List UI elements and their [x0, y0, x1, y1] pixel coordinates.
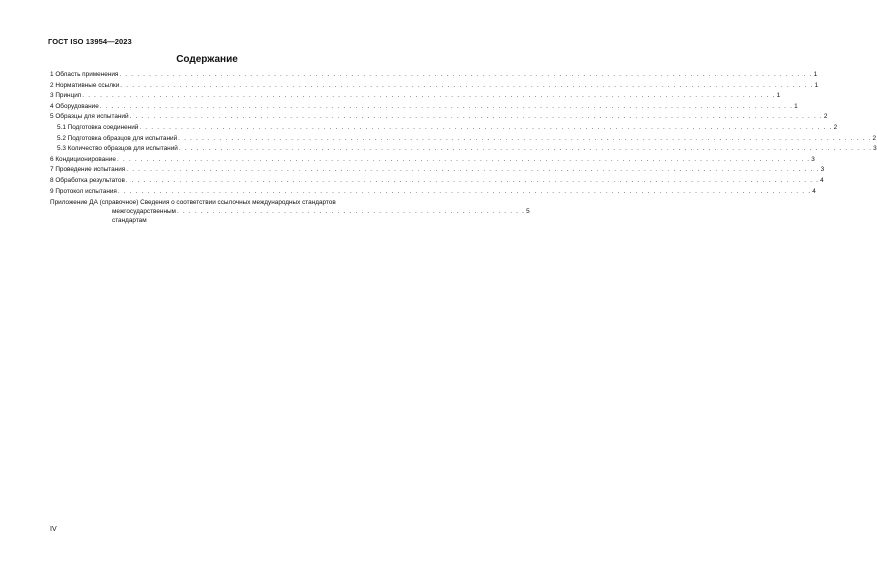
- toc-entry-label: 3 Принцип: [50, 92, 82, 100]
- dot-leader: [120, 81, 813, 92]
- toc-entry-label: 1 Область применения: [50, 71, 119, 78]
- toc-entry: [50, 91, 781, 102]
- toc-entry: [50, 81, 819, 92]
- toc-entry-page: 1: [776, 92, 781, 100]
- dot-leader: [126, 165, 819, 176]
- dot-leader: [126, 176, 819, 187]
- dot-leader: [139, 123, 832, 134]
- dot-leader: [82, 91, 775, 102]
- table-of-contents: [50, 70, 877, 225]
- toc-entry-label: 5 Образцы для испытаний: [50, 113, 129, 121]
- appendix-title-line: Приложение ДА (справочное) Сведения о соответствии ссылочных международных стандартов: [50, 199, 336, 207]
- dot-leader: [179, 144, 872, 155]
- toc-entry-label: 8 Обработка результатов: [50, 176, 125, 184]
- toc-entry: [50, 102, 798, 113]
- document-code: ГОСТ ISO 13954—2023: [48, 37, 132, 46]
- toc-entry-page: 3: [811, 155, 815, 163]
- appendix-continuation: [50, 207, 530, 225]
- toc-entry-label: 9 Протокол испытания: [50, 187, 117, 195]
- toc-appendix-entry: [50, 198, 530, 225]
- toc-entry: [50, 165, 825, 176]
- toc-entry-page: 3: [820, 166, 825, 174]
- toc-entry-label: 5.2 Подготовка образцов для испытаний: [57, 134, 178, 142]
- toc-entry: [50, 155, 815, 166]
- toc-entry-label: 6 Кондиционирование: [50, 155, 116, 163]
- toc-entry-page: 1: [814, 81, 819, 89]
- toc-entry: [50, 176, 824, 187]
- toc-entry-page: 2: [872, 134, 877, 142]
- toc-entry-label: 4 Оборудование: [50, 102, 99, 110]
- dot-leader: . . . . . . . . . . . . . . . . . . . . . . . . . . . . . . . . . . . . . . . . . . . . . . . . . . . . . . . . . . .: [176, 208, 526, 216]
- dot-leader: [178, 134, 871, 145]
- toc-entry-page: 4: [820, 176, 824, 184]
- toc-entry: [50, 112, 828, 123]
- toc-entry-label: 5.3 Количество образцов для испытаний: [57, 145, 178, 153]
- toc-entry-page: 4: [812, 187, 816, 195]
- dot-leader: [117, 155, 810, 166]
- toc-entry: [50, 70, 818, 81]
- page-number: IV: [50, 526, 57, 533]
- toc-entry-page: 2: [823, 113, 828, 121]
- toc-subentry: [50, 144, 877, 155]
- toc-entry-page: 3: [873, 145, 877, 153]
- toc-entry-label: 5.1 Подготовка соединений: [57, 123, 139, 131]
- toc-entry-page: 1: [794, 102, 798, 110]
- toc-entry-page: 1: [813, 71, 818, 78]
- toc-entry: [50, 187, 816, 198]
- toc-subentry: [50, 134, 877, 145]
- dot-leader: [100, 102, 793, 113]
- toc-entry-label: 2 Нормативные ссылки: [50, 81, 120, 89]
- dot-leader: [119, 70, 812, 81]
- toc-entry-label: 7 Проведение испытания: [50, 166, 126, 174]
- toc-title: Содержание: [176, 54, 238, 65]
- appendix-title-continuation: межгосударственным стандартам: [112, 208, 176, 225]
- toc-entry-page: 2: [833, 123, 838, 131]
- dot-leader: [130, 112, 823, 123]
- toc-subentry: [50, 123, 838, 134]
- dot-leader: [118, 187, 811, 198]
- appendix-page: 5: [526, 208, 530, 216]
